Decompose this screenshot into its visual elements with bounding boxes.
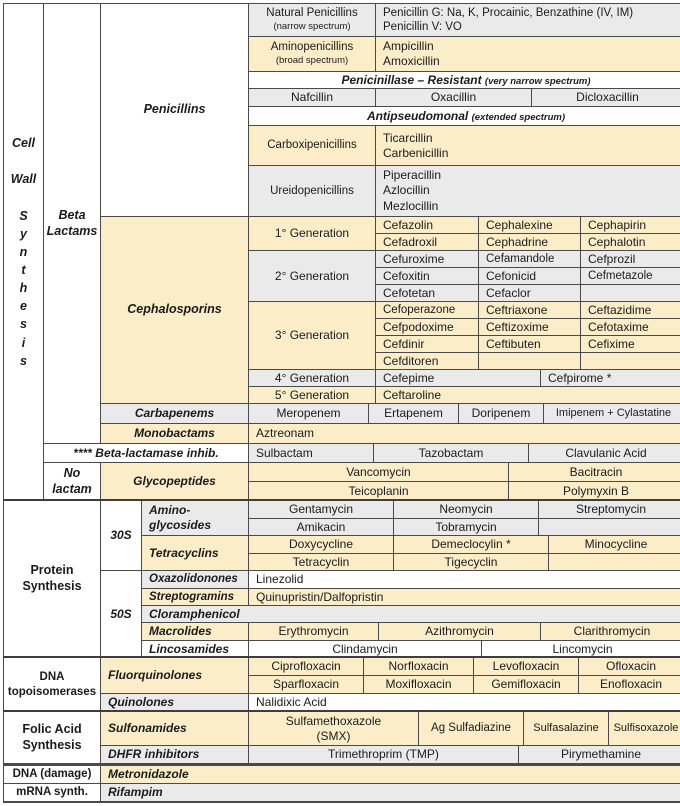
macrolides-label-text: Macrolides (149, 624, 212, 638)
cephalexine (479, 217, 580, 233)
cell-wall-synthesis-label-text: s (20, 317, 27, 332)
generation-3-label (249, 302, 375, 369)
ag-sulfadiazine-text: Ag Sulfadiazine (431, 722, 511, 735)
ceftazidime-text: Ceftazidime (588, 302, 652, 317)
streptogramins-label-text: Streptogramins (149, 590, 234, 603)
antibiotic-classification-table (3, 3, 680, 803)
sulfonamides-label (101, 712, 248, 745)
nafcillin-text: Nafcillin (290, 90, 333, 104)
cephalexine-text: Cephalexine (486, 217, 553, 232)
cefadroxil (376, 234, 478, 250)
cefamandole-text: Cefamandole (486, 252, 555, 265)
piperacillin-azlocillin-mezlocillin (376, 166, 680, 216)
doxycycline-text: Doxycycline (288, 537, 354, 551)
protein-synthesis-label-text: Synthesis (22, 579, 82, 593)
monobactams-label (101, 424, 248, 443)
ceftriaxone (479, 302, 580, 318)
sulfasalazine (524, 712, 608, 745)
ofloxacin-text: Ofloxacin (605, 659, 657, 673)
cell-wall-synthesis-label-text: S (19, 208, 28, 223)
minocycline-text: Minocycline (584, 537, 648, 551)
cephalosporins-label-text: Cephalosporins (127, 302, 222, 317)
quinolones-label (101, 694, 248, 711)
meropenem-text: Meropenem (276, 406, 341, 420)
enofloxacin-text: Enofloxacin (599, 677, 663, 691)
cell-wall-synthesis-label-text: n (19, 244, 28, 259)
tobramycin-text: Tobramycin (435, 519, 497, 534)
imipenem-cylastatine (544, 404, 680, 423)
cefprozil-text: Cefprozil (588, 251, 636, 266)
nalidixic-acid (249, 694, 680, 711)
penicinillase-resistant-header-text: Penicinillase – Resistant (very narrow spectrum) (341, 72, 591, 87)
metronidazole-text: Metronidazole (108, 767, 189, 781)
empty-gen3-cell-b-text (630, 354, 633, 369)
oxacillin-text: Oxacillin (430, 90, 477, 104)
nalidixic-acid-text: Nalidixic Acid (256, 695, 327, 709)
cefpodoxime-text: Cefpodoxime (383, 319, 454, 334)
ciprofloxacin (249, 658, 363, 675)
vancomycin (249, 463, 508, 481)
tobramycin (394, 519, 538, 535)
cell-wall-synthesis-label-text: i (21, 335, 26, 350)
cefoperazone (376, 302, 478, 318)
empty-gen3-cell-a (479, 353, 580, 369)
cell-wall-synthesis-label-text: y (20, 226, 27, 241)
antipseudomonal-header (249, 107, 680, 125)
carbapenems-label-text: Carbapenems (134, 406, 215, 420)
rifampim-text: Rifampim (108, 785, 163, 799)
aminopenicillins-text: (broad spectrum) (275, 55, 349, 66)
moxifloxacin (364, 676, 473, 693)
aztreonam (249, 424, 680, 443)
aminopenicillins-text: Aminopenicillins (270, 40, 354, 53)
ceftazidime (581, 302, 680, 318)
cefonicid-text: Cefonicid (486, 268, 537, 283)
cefonicid (479, 268, 580, 284)
cefotetan (376, 285, 478, 301)
mrna-synth-label (4, 784, 100, 801)
dicloxacillin-text: Dicloxacillin (576, 90, 639, 104)
teicoplanin-text: Teicoplanin (348, 483, 409, 498)
ticarcillin-carbenicillin-text: Carbenicillin (383, 145, 449, 160)
minocycline (549, 536, 680, 553)
gentamycin (249, 501, 393, 518)
fluorquinolones-label (101, 658, 248, 693)
clindamycin (249, 641, 481, 657)
gemifloxacin (474, 676, 578, 693)
beta-lactamase-inhibitors-label-text: **** Beta-lactamase inhib. (73, 445, 219, 460)
piperacillin-azlocillin-mezlocillin-text: Azlocillin (383, 183, 430, 198)
polymyxin-b-text: Polymyxin B (562, 483, 630, 498)
generation-2-label (249, 251, 375, 301)
sulfonamides-label-text: Sulfonamides (108, 721, 187, 735)
penicinillase-resistant-header (249, 72, 680, 88)
cefuroxime (376, 251, 478, 267)
cefepime-text: Cefepime (383, 370, 435, 385)
dhfr-inhibitors-label-text: DHFR inhibitors (108, 747, 200, 761)
natural-penicillins (249, 4, 375, 36)
section-divider (3, 710, 680, 712)
cefazolin (376, 217, 478, 233)
sulfisoxazole-text: Sulfisoxazole (613, 721, 679, 734)
generation-3-label-text: 3° Generation (274, 328, 350, 342)
lincosamides-label-text: Lincosamides (149, 641, 230, 656)
beta-lactamase-inhibitors-label (44, 444, 248, 462)
cell-wall-synthesis-label-text: h (19, 281, 28, 296)
carboxipenicillins (249, 126, 375, 165)
cell-wall-synthesis-label-text: t (21, 263, 26, 278)
carbapenems-label (101, 404, 248, 423)
aminoglycosides-label-text: Amino- (149, 503, 191, 517)
sparfloxacin (249, 676, 363, 693)
polymyxin-b (509, 482, 680, 500)
doxycycline (249, 536, 393, 553)
cephadrine (479, 234, 580, 250)
generation-2-label-text: 2° Generation (274, 268, 350, 283)
ureidopenicillins-text: Ureidopenicillins (270, 184, 354, 197)
empty-aminoglycoside-cell-text (609, 520, 612, 535)
ticarcillin-carbenicillin-text: Ticarcillin (383, 130, 433, 145)
no-lactam-label-text: No (63, 465, 81, 480)
generation-4-label-text: 4° Generation (274, 370, 350, 385)
pirymethamine-text: Pirymethamine (560, 747, 642, 761)
sulfamethoxazole-text: (SMX) (316, 728, 351, 743)
trimethroprim-text: Trimethroprim (TMP) (328, 747, 439, 761)
cefotaxime (581, 319, 680, 335)
empty-gen2-cell (581, 285, 680, 301)
amikacin-text: Amikacin (296, 519, 346, 534)
carboxipenicillins-text: Carboxipenicillins (267, 139, 357, 152)
ceftizoxime (479, 319, 580, 335)
cell-wall-synthesis-label-text: e (20, 299, 27, 314)
dhfr-inhibitors-label (101, 746, 248, 763)
tetracyclin-text: Tetracyclin (292, 554, 350, 569)
lincomycin-text: Lincomycin (552, 641, 613, 656)
ribosome-30s-label-text: 30S (110, 528, 132, 542)
ampicillin-amoxicillin-text: Amoxicillin (383, 54, 440, 68)
monobactams-label-text: Monobactams (134, 426, 215, 440)
norfloxacin (364, 658, 473, 675)
cefpodoxime (376, 319, 478, 335)
folic-acid-synthesis-label (4, 712, 100, 763)
cefditoren-text: Cefditoren (383, 353, 439, 368)
ofloxacin (579, 658, 680, 675)
cephapirin-text: Cephapirin (588, 217, 647, 232)
cell-wall-synthesis-label-text: Wall (10, 172, 37, 187)
cefuroxime-text: Cefuroxime (383, 251, 445, 266)
mrna-synth-label-text: mRNA synth. (16, 786, 88, 799)
tazobactam (374, 444, 528, 462)
tazobactam-text: Tazobactam (418, 445, 484, 460)
erythromycin-text: Erythromycin (278, 624, 349, 638)
empty-tetracyclin-cell (549, 554, 680, 570)
ceftaroline (376, 387, 680, 403)
beta-lactams-label (44, 4, 100, 443)
natural-penicillins-text: (narrow spectrum) (273, 21, 351, 32)
ag-sulfadiazine (419, 712, 523, 745)
neomycin-text: Neomycin (439, 502, 493, 516)
cefoperazone-text: Cefoperazone (383, 303, 456, 316)
bacitracin (509, 463, 680, 481)
sulfisoxazole (609, 712, 680, 745)
cefaclor (479, 285, 580, 301)
gemifloxacin-text: Gemifloxacin (491, 677, 561, 691)
rifampim (101, 784, 680, 801)
cefditoren (376, 353, 478, 369)
generation-1-label (249, 217, 375, 250)
nafcillin (249, 89, 375, 106)
piperacillin-azlocillin-mezlocillin-text: Mezlocillin (383, 198, 439, 213)
ribosome-50s-label (101, 571, 141, 657)
no-lactam-label (44, 463, 100, 500)
section-divider (3, 499, 680, 501)
glycopeptides-label (101, 463, 248, 500)
piperacillin-azlocillin-mezlocillin-text: Piperacillin (383, 167, 442, 182)
ceftibuten-text: Ceftibuten (486, 336, 541, 351)
cefmetazole (581, 268, 680, 284)
cefoxitin (376, 268, 478, 284)
dna-topoisomerases-label (4, 658, 100, 711)
demeclocylin (394, 536, 548, 553)
sulfamethoxazole-text: Sulfamethoxazole (285, 713, 382, 728)
levofloxacin (474, 658, 578, 675)
lincomycin (482, 641, 680, 657)
cephalotin-text: Cephalotin (588, 234, 646, 249)
oxazolidonones-label (142, 571, 248, 588)
penicillins-label-text: Penicillins (143, 102, 206, 117)
empty-aminoglycoside-cell (539, 519, 680, 535)
cloramphenicol-label-text: Cloramphenicol (149, 606, 240, 621)
penicillin-g-v-text: Penicillin G: Na, K, Procainic, Benzathine (IV, IM) (383, 6, 634, 19)
empty-gen2-cell-text (630, 286, 633, 301)
moxifloxacin-text: Moxifloxacin (385, 677, 452, 691)
tetracyclin (249, 554, 393, 570)
cefadroxil-text: Cefadroxil (383, 234, 438, 249)
sulbactam (249, 444, 373, 462)
tigecyclin-text: Tigecyclin (444, 554, 498, 569)
clarithromycin-text: Clarithromycin (573, 624, 651, 638)
natural-penicillins-text: Natural Penicillins (266, 6, 358, 19)
no-lactam-label-text: lactam (52, 481, 92, 496)
pirymethamine (519, 746, 680, 763)
cephapirin (581, 217, 680, 233)
lincosamides-label (142, 641, 248, 657)
cephadrine-text: Cephadrine (486, 234, 549, 249)
folic-acid-synthesis-label-text: Synthesis (22, 737, 82, 752)
cefotaxime-text: Cefotaxime (588, 319, 649, 334)
cefpirome-text: Cefpirome * (548, 370, 612, 385)
doripenem-text: Doripenem (471, 406, 531, 420)
doripenem (459, 404, 543, 423)
cefotetan-text: Cefotetan (383, 285, 436, 300)
neomycin (394, 501, 538, 518)
demeclocylin-text: Demeclocylin * (431, 537, 511, 551)
clindamycin-text: Clindamycin (332, 641, 398, 656)
ceftaroline-text: Ceftaroline (383, 387, 442, 402)
generation-5-label (249, 387, 375, 403)
glycopeptides-label-text: Glycopeptides (133, 474, 216, 488)
gentamycin-text: Gentamycin (288, 502, 354, 516)
cell-wall-synthesis-label (4, 4, 43, 500)
sulbactam-text: Sulbactam (256, 445, 313, 460)
enofloxacin (579, 676, 680, 693)
ribosome-30s-label (101, 501, 141, 570)
empty-gen3-cell-b (581, 353, 680, 369)
section-divider (3, 656, 680, 658)
cloramphenicol-label (142, 606, 680, 622)
sulfasalazine-text: Sulfasalazine (533, 721, 599, 734)
penicillin-g-v-text: Penicillin V: VO (383, 21, 462, 33)
penicillins-label (101, 4, 248, 216)
macrolides-label (142, 623, 248, 640)
trimethroprim (249, 746, 518, 763)
linezolid-text: Linezolid (256, 572, 304, 586)
ceftriaxone-text: Ceftriaxone (486, 302, 548, 317)
fluorquinolones-label-text: Fluorquinolones (108, 668, 202, 682)
metronidazole (101, 766, 680, 783)
ceftibuten (479, 336, 580, 352)
linezolid (249, 571, 680, 588)
beta-lactams-label-text: Lactams (46, 223, 98, 238)
cefdinir (376, 336, 478, 352)
empty-tetracyclin-cell-text (614, 555, 617, 570)
folic-acid-synthesis-label-text: Folic Acid (22, 721, 82, 736)
ribosome-50s-label-text: 50S (110, 606, 132, 621)
cefazolin-text: Cefazolin (383, 217, 434, 232)
cell-wall-synthesis-label-text (22, 189, 25, 207)
clavulanic-acid-text: Clavulanic Acid (565, 445, 647, 460)
sulfamethoxazole (249, 712, 418, 745)
penicillin-g-v (376, 4, 680, 36)
aminoglycosides-label (142, 501, 248, 535)
ampicillin-amoxicillin (376, 37, 680, 71)
cephalotin (581, 234, 680, 250)
cell-wall-synthesis-label-text: s (20, 353, 27, 368)
ampicillin-amoxicillin-text: Ampicillin (383, 39, 434, 53)
aztreonam-text: Aztreonam (256, 426, 315, 440)
quinupristin-dalfopristin-text: Quinupristin/Dalfopristin (256, 589, 384, 604)
cefmetazole-text: Cefmetazole (588, 269, 653, 282)
dicloxacillin (532, 89, 680, 106)
empty-gen3-cell-a-text (528, 354, 531, 369)
streptogramins-label (142, 589, 248, 605)
cell-wall-synthesis-label-text (22, 152, 25, 170)
cephalosporins-label (101, 217, 248, 403)
ticarcillin-carbenicillin (376, 126, 680, 165)
ertapenem (369, 404, 458, 423)
dna-damage-label-text: DNA (damage) (12, 768, 92, 781)
cefdinir-text: Cefdinir (383, 336, 425, 351)
tigecyclin (394, 554, 548, 570)
sparfloxacin-text: Sparfloxacin (272, 677, 340, 691)
cefixime-text: Cefixime (588, 336, 635, 351)
erythromycin (249, 623, 378, 640)
vancomycin-text: Vancomycin (346, 464, 411, 479)
cefepime (376, 370, 540, 386)
cefamandole (479, 251, 580, 267)
quinupristin-dalfopristin (249, 589, 680, 605)
dna-topoisomerases-label-text: topoisomerases (7, 685, 97, 698)
ertapenem-text: Ertapenem (384, 406, 443, 420)
beta-lactams-label-text: Beta (58, 207, 86, 222)
aminopenicillins (249, 37, 375, 71)
amikacin (249, 519, 393, 535)
levofloxacin-text: Levofloxacin (492, 659, 560, 673)
generation-5-label-text: 5° Generation (274, 387, 350, 402)
cefprozil (581, 251, 680, 267)
clavulanic-acid (529, 444, 680, 462)
teicoplanin (249, 482, 508, 500)
dna-damage-label (4, 766, 100, 783)
tetracyclins-label (142, 536, 248, 570)
streptomycin-text: Streptomycin (575, 502, 647, 516)
ceftizoxime-text: Ceftizoxime (486, 319, 549, 334)
dna-topoisomerases-label-text: DNA (39, 671, 65, 684)
clarithromycin (541, 623, 680, 640)
oxacillin (376, 89, 531, 106)
bacitracin-text: Bacitracin (569, 464, 623, 479)
azithromycin (379, 623, 540, 640)
generation-4-label (249, 370, 375, 386)
aminoglycosides-label-text: glycosides (149, 518, 212, 532)
streptomycin (539, 501, 680, 518)
oxazolidonones-label-text: Oxazolidonones (149, 573, 238, 586)
quinolones-label-text: Quinolones (108, 695, 174, 709)
cefixime (581, 336, 680, 352)
imipenem-cylastatine-text: Imipenem + Cylastatine (555, 406, 672, 419)
meropenem (249, 404, 368, 423)
cefpirome (541, 370, 680, 386)
tetracyclins-label-text: Tetracyclins (149, 545, 219, 560)
ureidopenicillins (249, 166, 375, 216)
protein-synthesis-label-text: Protein (30, 563, 74, 578)
cefaclor-text: Cefaclor (486, 285, 531, 300)
cell-wall-synthesis-label-text: Cell (12, 136, 35, 151)
antipseudomonal-header-text: Antipseudomonal (extended spectrum) (366, 108, 566, 123)
cefoxitin-text: Cefoxitin (383, 268, 430, 283)
protein-synthesis-label (4, 501, 100, 657)
ciprofloxacin-text: Ciprofloxacin (271, 659, 341, 673)
norfloxacin-text: Norfloxacin (388, 659, 449, 673)
azithromycin-text: Azithromycin (425, 624, 494, 638)
generation-1-label-text: 1° Generation (274, 226, 350, 240)
